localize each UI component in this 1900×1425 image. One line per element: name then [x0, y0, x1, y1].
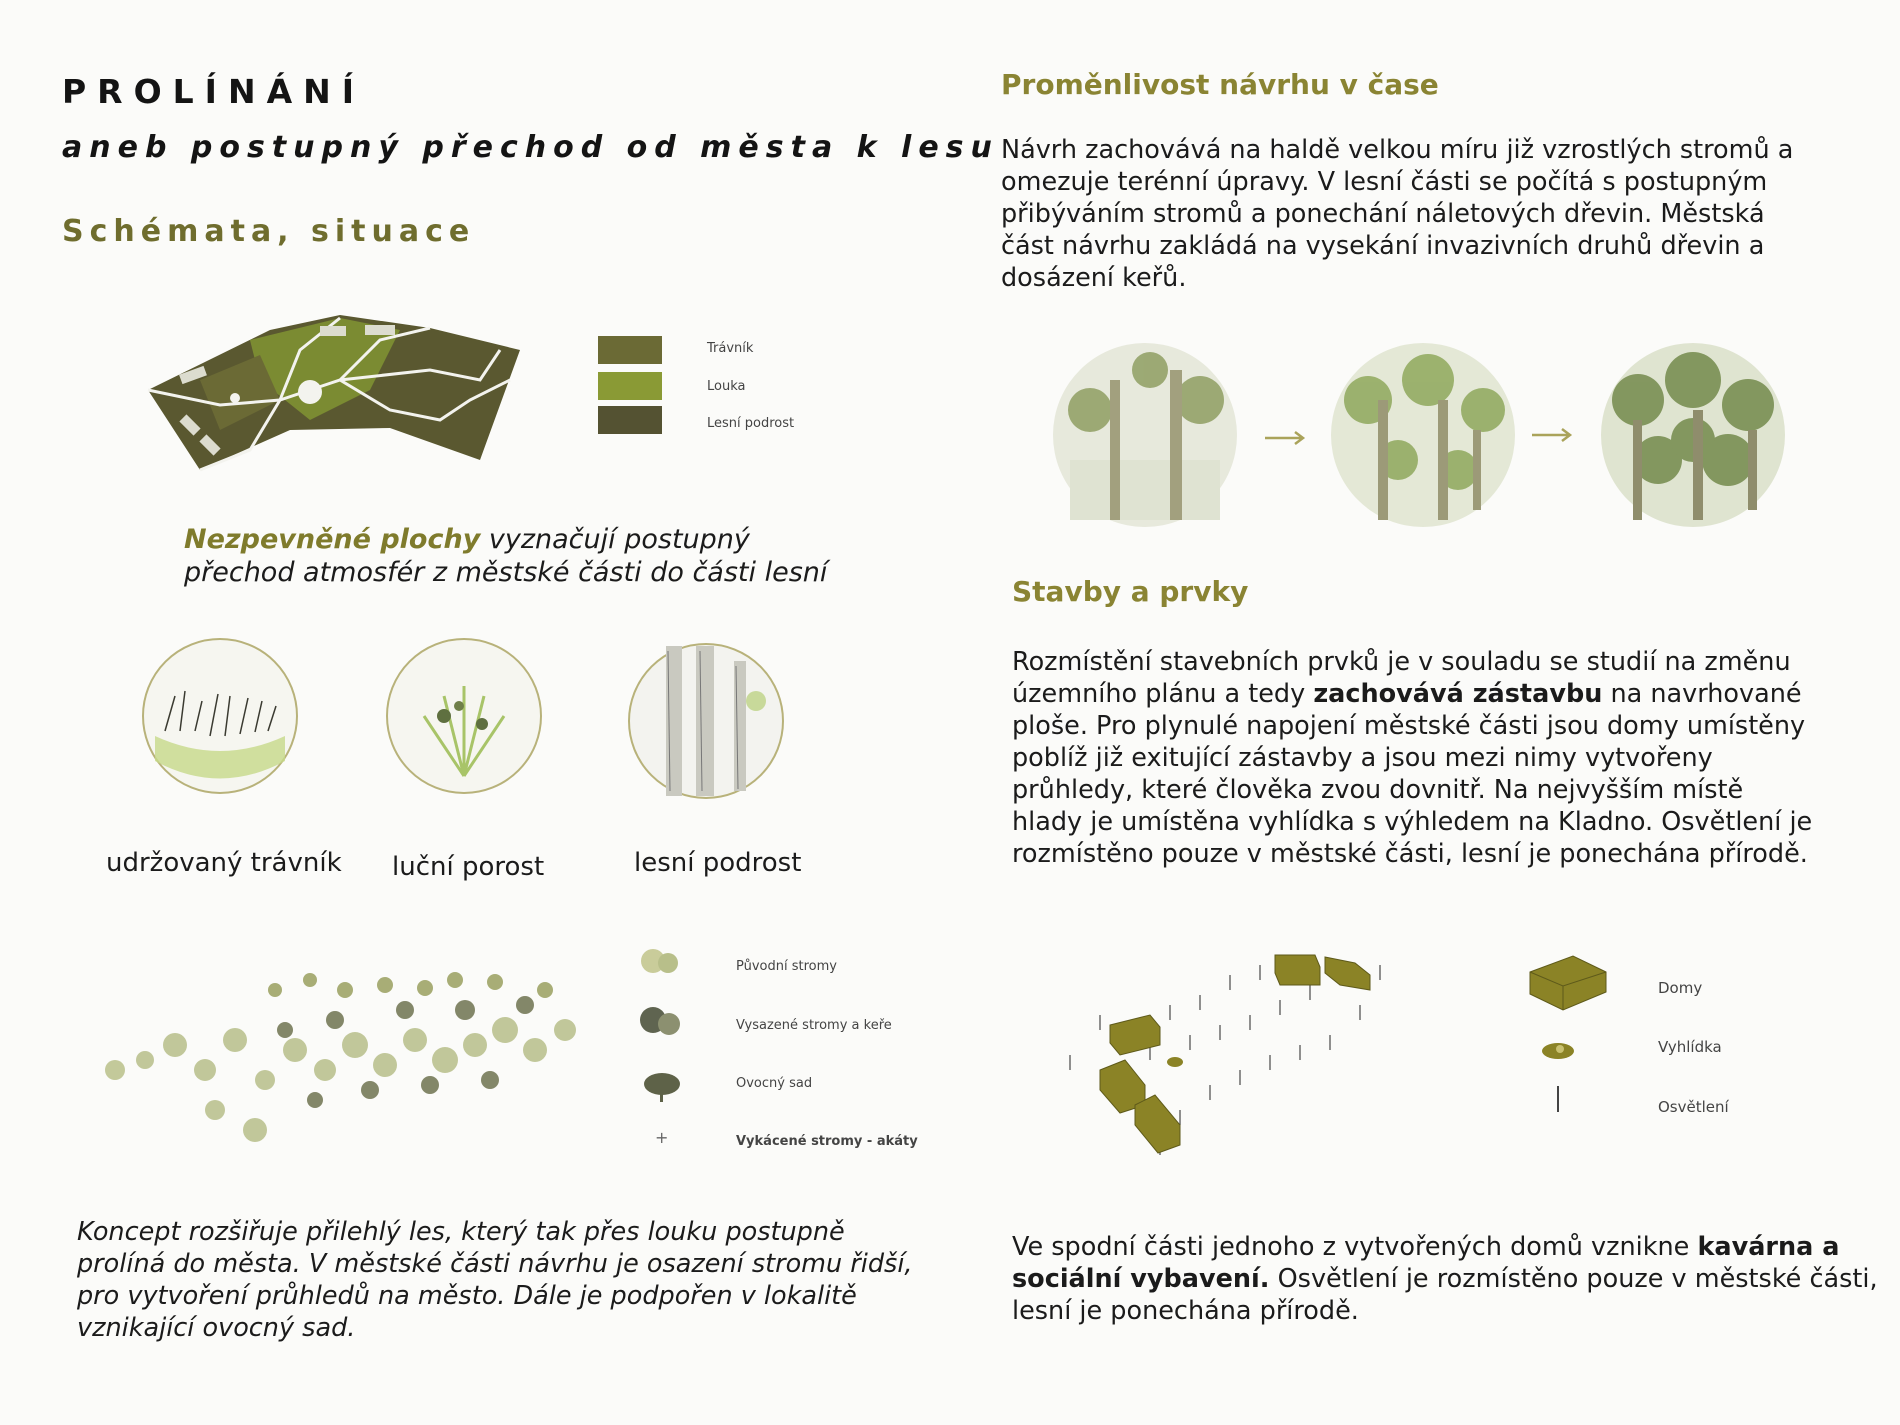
page-subtitle: aneb postupný přechod od města k lesu [62, 130, 999, 165]
forest-stage-3 [1598, 340, 1788, 530]
buildings-line: Rozmístění stavebních prvků je v souladu se studií na změnu [1012, 647, 1791, 677]
site-plan-map [140, 310, 530, 480]
cafe-line-part: Osvětlení je rozmístěno pouze v městské části, [1269, 1264, 1878, 1294]
orchard-icon [640, 1068, 686, 1104]
legend-swatch-lawn [598, 336, 662, 364]
legend-label-forest: Lesní podrost [707, 416, 795, 431]
cafe-line [1012, 1263, 1878, 1295]
concept-line: pro vytvoření průhledů na město. Dále je podpořen v lokalitě [77, 1281, 857, 1311]
variability-heading: Proměnlivost návrhu v čase [1001, 68, 1439, 101]
cafe-line-part: Ve spodní části jednoho z vytvořených domů vznikne [1012, 1232, 1698, 1262]
legend-orchard: Ovocný sad [736, 1076, 813, 1091]
legend-label-meadow: Louka [707, 379, 746, 394]
page-title: PROLÍNÁNÍ [62, 72, 366, 111]
concept-line: Koncept rozšiřuje přilehlý les, který tak přes louku postupně [77, 1217, 845, 1247]
unpaved-line2: přechod atmosfér z městské části do části lesní [184, 557, 828, 588]
buildings-paragraph [1012, 646, 1812, 870]
unpaved-highlight: Nezpevněné plochy [184, 524, 481, 555]
stage-arrow [1530, 425, 1576, 445]
buildings-line: rozmístěno pouze v městské části, lesní je ponechána přírodě. [1012, 839, 1808, 869]
buildings-line-part: územního plánu a tedy [1012, 679, 1314, 709]
variability-line: Návrh zachovává na haldě velkou míru již vzrostlých stromů a [1001, 135, 1794, 165]
legend-houses: Domy [1658, 979, 1703, 997]
variability-line: dosázení keřů. [1001, 263, 1187, 293]
variability-line: přibýváním stromů a ponechání náletových dřevin. Městská [1001, 199, 1765, 229]
unpaved-text [184, 523, 827, 589]
caption-lawn: udržovaný trávník [106, 848, 342, 878]
legend-lighting: Osvětlení [1658, 1098, 1729, 1116]
buildings-line-part: na navrhované [1602, 679, 1802, 709]
planted-trees-icon [638, 1000, 684, 1046]
variability-line: omezuje terénní úpravy. V lesní části se počítá s postupným [1001, 167, 1768, 197]
buildings-axonometric [1060, 945, 1440, 1175]
buildings-line-bold: zachovává zástavbu [1313, 679, 1603, 709]
buildings-line: poblíž již exitující zástavby a jsou mezi nimy vytvořeny [1012, 743, 1713, 773]
house-icon [1528, 952, 1608, 1016]
concept-paragraph [77, 1216, 913, 1344]
forest-floor-illustration [626, 641, 786, 801]
buildings-line [1012, 678, 1812, 710]
legend-lookout: Vyhlídka [1658, 1038, 1722, 1056]
buildings-line: ploše. Pro plynulé napojení městské části jsou domy umístěny [1012, 711, 1806, 741]
unpaved-line1: vyznačují postupný [488, 524, 750, 555]
caption-forest-floor: lesní podrost [634, 848, 802, 878]
lighting-icon [1557, 1086, 1559, 1112]
meadow-illustration [384, 636, 544, 796]
legend-label-lawn: Trávník [707, 341, 754, 356]
concept-line: prolíná do města. V městské části návrhu je osazení stromu řidší, [77, 1249, 913, 1279]
buildings-line: hlady je umístěna vyhlídka s výhledem na Kladno. Osvětlení je [1012, 807, 1813, 837]
lawn-illustration [140, 636, 300, 796]
legend-swatch-meadow [598, 372, 662, 400]
legend-original-trees: Původní stromy [736, 959, 837, 974]
legend-planted-trees: Vysazené stromy a keře [736, 1018, 892, 1033]
cafe-line-bold: kavárna a [1697, 1232, 1840, 1262]
cut-trees-icon: + [655, 1128, 669, 1147]
variability-paragraph [1001, 134, 1793, 294]
forest-stage-2 [1328, 340, 1518, 530]
tree-planting-plan [85, 950, 590, 1170]
legend-swatch-forest [598, 406, 662, 434]
buildings-line: průhledy, které člověka zvou dovnitř. Na nejvyšším místě [1012, 775, 1744, 805]
cafe-line [1012, 1231, 1878, 1263]
forest-stage-1 [1050, 340, 1240, 530]
caption-meadow: luční porost [392, 852, 545, 882]
original-trees-icon [638, 943, 684, 983]
lookout-icon [1540, 1040, 1576, 1062]
variability-line: část návrhu zakládá na vysekání invazivních druhů dřevin a [1001, 231, 1765, 261]
concept-line: vznikající ovocný sad. [77, 1313, 356, 1343]
cafe-paragraph [1012, 1231, 1878, 1327]
cafe-line-bold: sociální vybavení. [1012, 1264, 1270, 1294]
cafe-line: lesní je ponechána přírodě. [1012, 1296, 1359, 1326]
legend-cut-trees: Vykácené stromy - akáty [736, 1134, 918, 1149]
buildings-heading: Stavby a prvky [1012, 575, 1249, 608]
stage-arrow [1263, 428, 1309, 448]
section-title: Schémata, situace [62, 214, 476, 249]
